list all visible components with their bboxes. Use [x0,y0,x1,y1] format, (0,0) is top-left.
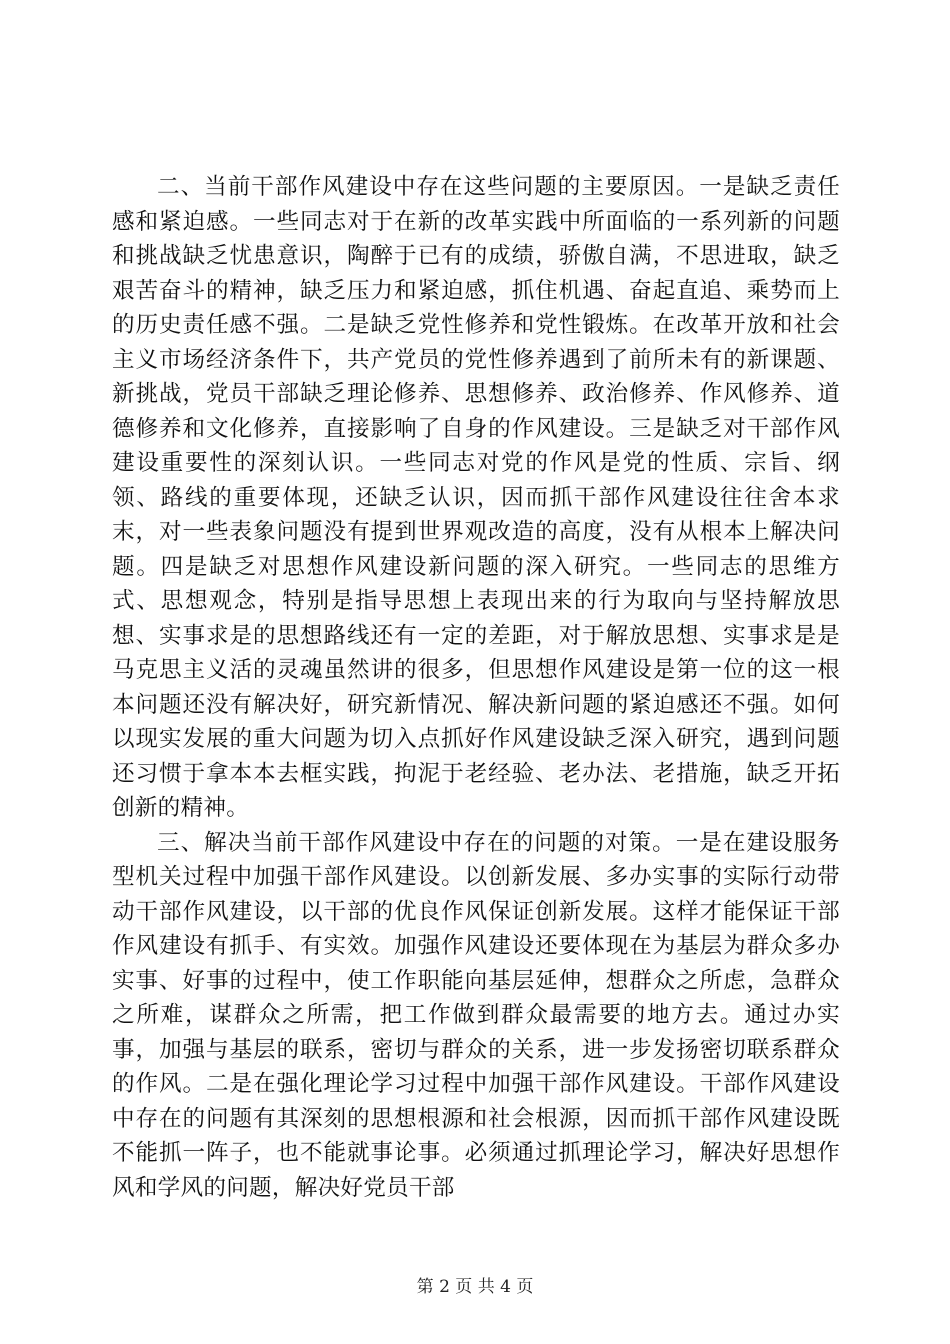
page-footer [0,1276,950,1298]
page-number-label: 第 2 页 共 4 页 [416,1277,534,1297]
paragraph-causes: 二、当前干部作风建设中存在这些问题的主要原因。一是缺乏责任感和紧迫感。一些同志对于在新的改革实践中所面临的一系列新的问题和挑战缺乏忧患意识，陶醉于已有的成绩，骄傲自满，不思进取，缺乏艰苦奋斗的精神，缺乏压力和紧迫感，抓住机遇、奋起直追、乘势而上的历史责任感不强。二是缺乏党性修养和党性锻炼。在改革开放和社会主义市场经济条件下，共产党员的党性修养遇到了前所未有的新课题、新挑战，党员干部缺乏理论修养、思想修养、政治修养、作风修养、道德修养和文化修养，直接影响了自身的作风建设。三是缺乏对干部作风建设重要性的深刻认识。一些同志对党的作风是党的性质、宗旨、纲领、路线的重要体现，还缺乏认识，因而抓干部作风建设往往舍本求末，对一些表象问题没有提到世界观改造的高度，没有从根本上解决问题。四是缺乏对思想作风建设新问题的深入研究。一些同志的思维方式、思想观念，特别是指导思想上表现出来的行为取向与坚持解放思想、实事求是的思想路线还有一定的差距，对于解放思想、实事求是是马克思主义活的灵魂虽然讲的很多，但思想作风建设是第一位的这一根本问题还没有解决好，研究新情况、解决新问题的紧迫感还不强。如何以现实发展的重大问题为切入点抓好作风建设缺乏深入研究，遇到问题还习惯于拿本本去框实践，拘泥于老经验、老办法、老措施，缺乏开拓创新的精神。 [112,174,840,821]
paragraph-countermeasures: 三、解决当前干部作风建设中存在的问题的对策。一是在建设服务型机关过程中加强干部作风建设。以创新发展、多办实事的实际行动带动干部作风建设，以干部的优良作风保证创新发展。这样才能保证干部作风建设有抓手、有实效。加强作风建设还要体现在为基层为群众多办实事、好事的过程中，使工作职能向基层延伸，想群众之所虑，急群众之所难，谋群众之所需，把工作做到群众最需要的地方去。通过办实事，加强与基层的联系，密切与群众的关系，进一步发扬密切联系群众的作风。二是在强化理论学习过程中加强干部作风建设。干部作风建设中存在的问题有其深刻的思想根源和社会根源，因而抓干部作风建设既不能抓一阵子，也不能就事论事。必须通过抓理论学习，解决好思想作风和学风的问题，解决好党员干部 [112,829,840,1201]
document-body [112,170,840,1205]
